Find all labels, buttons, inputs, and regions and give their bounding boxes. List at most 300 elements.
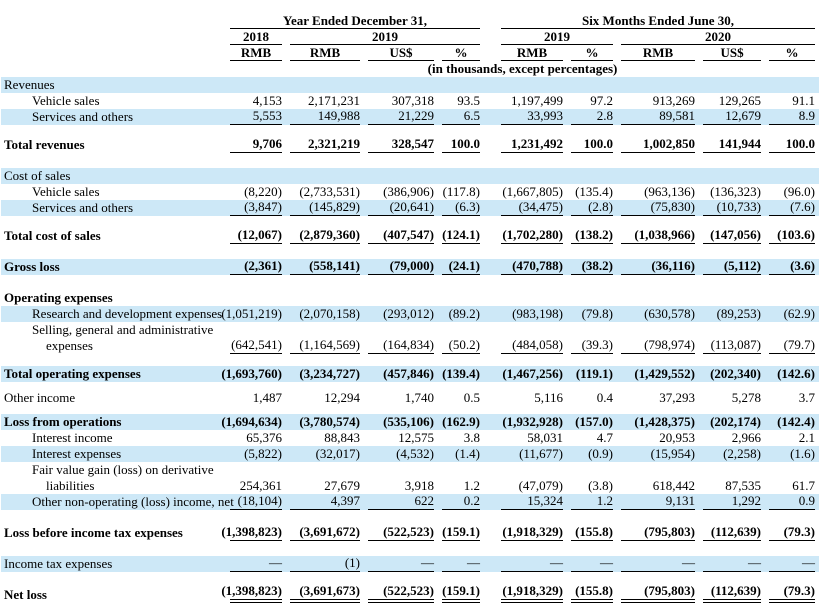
column-gap [484,45,497,61]
value-cell: 88,843 [324,430,360,445]
table-row [1,259,819,275]
value-cell: 2.8 [567,109,617,125]
spacer-cell [1,510,819,525]
value-cell: — [497,556,567,572]
table-row [1,525,819,541]
column-gap [484,259,497,275]
value-cell: (79.7) [765,338,819,354]
column-gap [484,168,497,184]
value-cell: 3.8 [463,430,481,445]
table-row [1,446,819,462]
value-cell: (10,733) [699,200,765,216]
value-cell [286,168,364,184]
column-gap [484,306,497,322]
column-gap [484,430,497,446]
row-label: Fair value gain (loss) on derivative [32,462,214,477]
value-cell: (630,578) [617,306,699,322]
column-gap [484,228,497,244]
row-label: Cost of sales [1,168,226,184]
value-cell: (124.1) [442,227,481,242]
value-cell: 91.1 [792,93,816,108]
column-gap [484,338,497,354]
value-cell: (1.6) [765,446,819,462]
value-cell: (1,918,329) [502,524,564,539]
income-statement-table [1,13,819,603]
value-cell [497,168,567,184]
value-cell: (6.3) [438,200,484,216]
value-cell: (1,429,552) [617,366,699,382]
table-row [1,390,819,406]
unit-label: % [571,45,613,61]
value-cell: (147,056) [699,228,765,244]
value-cell: (386,906) [383,184,434,199]
table-row [1,228,819,244]
value-cell [497,322,567,338]
unit-label: % [442,45,480,61]
value-cell [286,77,364,93]
column-gap [484,184,497,200]
value-cell: (0.9) [567,446,617,462]
value-cell: (7.6) [765,200,819,216]
unit-label: US$ [703,45,761,61]
table-row [1,200,819,216]
value-cell [286,462,364,478]
value-cell: (3,691,673) [286,587,364,603]
table-row [1,587,819,603]
value-cell: (89.2) [438,306,484,322]
row-label: Total cost of sales [4,228,101,243]
value-cell: — [226,556,286,572]
value-cell: (15,954) [617,446,699,462]
value-cell: 93.5 [457,93,481,108]
value-cell: (1,694,634) [226,414,286,430]
value-cell: 58,031 [527,430,564,445]
value-cell: (50.2) [438,338,484,354]
value-cell: (159.1) [442,524,481,539]
value-cell: (2,361) [226,259,286,275]
year-2019-interim: 2019 [501,29,613,45]
value-cell: 4.7 [596,430,614,445]
value-cell: 15,324 [497,494,567,510]
value-cell: 37,293 [659,390,696,405]
value-cell: (155.8) [567,525,617,541]
value-cell: (642,541) [231,337,282,352]
value-cell: 1.2 [567,494,617,510]
value-cell: 8.9 [765,109,819,125]
value-cell: (32,017) [286,446,364,462]
table-row [1,338,819,354]
value-cell: 307,318 [391,93,434,108]
table-row [1,184,819,200]
value-cell: 0.2 [438,494,484,510]
value-cell: (3,847) [226,200,286,216]
table-row [1,366,819,382]
table-row [1,322,819,338]
table-row [1,93,819,109]
table-row [1,556,819,572]
row-label: Vehicle sales [32,93,100,108]
value-cell: 5,553 [226,109,286,125]
value-cell: 6.5 [438,109,484,125]
value-cell: 65,376 [246,430,282,445]
unit-label: % [769,45,815,61]
column-gap [484,290,497,306]
table-body [1,77,819,603]
value-cell: (89,253) [699,306,765,322]
row-label: Total operating expenses [1,366,226,382]
value-cell: (62.9) [765,306,819,322]
value-cell: 141,944 [699,137,765,153]
value-cell: (157.0) [567,414,617,430]
value-cell: (1,667,805) [502,184,564,199]
value-cell: 149,988 [286,109,364,125]
header-units-row [1,45,819,61]
row-label: liabilities [46,478,95,493]
value-cell: (159.1) [438,587,484,603]
column-gap [484,137,497,153]
value-cell: 100.0 [765,137,819,153]
spacer-row [1,510,819,525]
value-cell: (162.9) [438,414,484,430]
value-cell: (36,116) [617,259,699,275]
row-label: Total revenues [4,137,85,152]
value-cell: (795,803) [617,525,699,541]
value-cell: 0.4 [596,390,614,405]
value-cell: 87,535 [725,478,762,493]
value-cell [699,77,765,93]
value-cell: 12,294 [324,390,360,405]
value-cell: 1,002,850 [617,137,699,153]
value-cell: (20,641) [364,200,438,216]
value-cell: (558,141) [286,259,364,275]
value-cell: (142.6) [765,366,819,382]
table-row [1,77,819,93]
value-cell: (2,733,531) [299,184,360,199]
value-cell [226,322,286,338]
value-cell: (1,467,256) [497,366,567,382]
spacer-row [1,244,819,259]
value-cell: (202,174) [699,414,765,430]
value-cell [438,462,484,478]
spacer-cell [1,406,819,414]
spacer-row [1,382,819,390]
value-cell [438,168,484,184]
value-cell: 4,153 [252,93,282,108]
value-cell [226,290,286,306]
spacer-cell [1,541,819,556]
value-cell: 3.7 [798,390,816,405]
year-2020: 2020 [621,29,815,45]
row-label: Other non-operating (loss) income, net [1,494,226,510]
value-cell: (983,198) [497,306,567,322]
value-cell: (293,012) [364,306,438,322]
row-label: Loss from operations [1,414,226,430]
value-cell: (522,523) [364,525,438,541]
value-cell: (38.2) [567,259,617,275]
value-cell [497,290,567,306]
value-cell: 4,397 [286,494,364,510]
value-cell: — [765,556,819,572]
value-cell: (3,234,727) [286,366,364,382]
column-gap [484,494,497,510]
value-cell: (135.4) [575,184,614,199]
value-cell: 3,918 [404,478,434,493]
column-gap [484,390,497,406]
value-cell: 1,197,499 [511,93,564,108]
value-cell [438,290,484,306]
value-cell: (113,087) [699,338,765,354]
value-cell [699,290,765,306]
column-gap [484,77,497,93]
value-cell [699,168,765,184]
value-cell: 12,575 [398,430,434,445]
value-cell: 0.5 [463,390,481,405]
value-cell [438,77,484,93]
column-gap [484,587,497,603]
value-cell: (2,258) [699,446,765,462]
value-cell: (535,106) [364,414,438,430]
table-row [1,494,819,510]
value-cell: 97.2 [590,93,614,108]
header-year-row [1,29,819,45]
value-cell [617,290,699,306]
value-cell: 622 [364,494,438,510]
table-row [1,462,819,478]
value-cell: (103.6) [765,228,819,244]
header-empty-cell [1,13,226,29]
value-cell [765,77,819,93]
value-cell [286,322,364,338]
value-cell: (963,136) [644,184,696,199]
value-cell: (2.8) [567,200,617,216]
value-cell: 33,993 [497,109,567,125]
column-gap [484,29,497,45]
value-cell: (2,879,360) [286,228,364,244]
value-cell: (1,051,219) [226,306,286,322]
column-gap [484,322,497,338]
value-cell: (1,693,760) [226,366,286,382]
value-cell: 9,131 [617,494,699,510]
unit-label: RMB [621,45,695,61]
value-cell: (1.4) [438,446,484,462]
value-cell [226,168,286,184]
column-gap [484,93,497,109]
value-cell: (5,112) [699,259,765,275]
value-cell: 5,278 [731,390,762,405]
value-cell: (202,340) [699,366,765,382]
value-cell [364,290,438,306]
header-group-row [1,13,819,29]
header-empty-cell [1,29,226,45]
value-cell: 1,231,492 [497,137,567,153]
value-cell: 2,321,219 [286,137,364,153]
value-cell: (79.3) [765,587,819,603]
value-cell: 129,265 [718,93,762,108]
row-label: expenses [46,338,93,353]
value-cell: (136,323) [710,184,762,199]
value-cell: (12,067) [226,228,286,244]
value-cell: (3.8) [588,478,614,493]
value-cell [497,77,567,93]
value-cell [226,462,286,478]
value-cell: (142.4) [765,414,819,430]
spacer-row [1,354,819,366]
value-cell [567,462,617,478]
table-row [1,109,819,125]
table-row [1,430,819,446]
value-cell [364,322,438,338]
value-cell: 1,740 [404,390,434,405]
value-cell [617,462,699,478]
spacer-row [1,541,819,556]
year-2019-annual: 2019 [290,29,480,45]
value-cell [364,77,438,93]
row-label: Income tax expenses [1,556,226,572]
value-cell: (3.6) [765,259,819,275]
value-cell: 1.2 [463,478,481,493]
spacer-cell [1,153,819,168]
row-label: Revenues [1,77,226,93]
header-empty-cell [1,45,226,61]
spacer-row [1,406,819,414]
value-cell: — [699,556,765,572]
value-cell: (24.1) [438,259,484,275]
value-cell [567,322,617,338]
spacer-row [1,153,819,168]
value-cell: 1,487 [252,390,282,405]
value-cell: — [364,556,438,572]
spacer-cell [1,275,819,290]
value-cell: (8,220) [244,184,282,199]
value-cell: (117.8) [442,184,481,199]
value-cell [765,290,819,306]
value-cell: (138.2) [567,228,617,244]
value-cell: (1,918,329) [497,587,567,603]
value-cell: (3,691,672) [286,525,364,541]
value-cell [617,168,699,184]
value-cell [567,290,617,306]
table-row [1,168,819,184]
group-title-six-months: Six Months Ended June 30, [501,13,815,29]
value-cell: (1,932,928) [497,414,567,430]
value-cell: — [438,556,484,572]
value-cell: (79.3) [765,525,819,541]
column-gap [484,446,497,462]
unit-label: RMB [290,45,360,61]
header-note-row [1,61,819,77]
row-label: Services and others [1,109,226,125]
value-cell: 913,269 [652,93,696,108]
spacer-cell [1,244,819,259]
value-cell: (484,058) [497,338,567,354]
value-cell: (1,164,569) [286,338,364,354]
value-cell: 21,229 [364,109,438,125]
value-cell: (1,428,375) [617,414,699,430]
row-label: Services and others [1,200,226,216]
value-cell: (47,079) [518,478,564,493]
value-cell: 61.7 [792,478,816,493]
value-cell: 27,679 [324,478,360,493]
value-cell [567,77,617,93]
value-cell: (96.0) [783,184,816,199]
value-cell [765,168,819,184]
value-cell: (75,830) [617,200,699,216]
value-cell: (164,834) [364,338,438,354]
column-gap [484,13,497,29]
row-label: Gross loss [1,259,226,275]
table-row [1,306,819,322]
value-cell: 2.1 [798,430,816,445]
value-cell: (5,822) [226,446,286,462]
column-gap [484,525,497,541]
value-cell: (522,523) [364,587,438,603]
value-cell: 1,292 [699,494,765,510]
units-note: (in thousands, except percentages) [427,61,618,76]
value-cell [617,77,699,93]
unit-label: RMB [230,45,282,61]
column-gap [484,462,497,478]
value-cell: 5,116 [534,390,564,405]
value-cell: (155.8) [567,587,617,603]
table-row [1,137,819,153]
table-row [1,414,819,430]
value-cell: (1,398,823) [221,524,282,539]
value-cell: (457,846) [364,366,438,382]
value-cell: (119.1) [567,366,617,382]
spacer-cell [1,354,819,366]
table-row [1,290,819,306]
value-cell [364,168,438,184]
group-title-year-ended: Year Ended December 31, [230,13,480,29]
row-label: Other income [4,390,76,405]
value-cell: 2,171,231 [308,93,360,108]
value-cell: (145,829) [286,200,364,216]
value-cell: 20,953 [659,430,696,445]
value-cell [286,290,364,306]
row-label: Research and development expenses [1,306,226,322]
value-cell [497,462,567,478]
column-gap [484,200,497,216]
value-cell: (4,532) [364,446,438,462]
unit-label: RMB [501,45,563,61]
header-empty-cell [1,61,226,77]
column-gap [484,556,497,572]
row-label: Operating expenses [4,290,113,305]
value-cell: (18,104) [226,494,286,510]
value-cell: 254,361 [239,478,282,493]
unit-label: US$ [368,45,434,61]
table-row [1,478,819,494]
value-cell: (39.3) [567,338,617,354]
column-gap [484,478,497,494]
row-label: Interest expenses [1,446,226,462]
value-cell: (34,475) [497,200,567,216]
value-cell [699,322,765,338]
row-label: Vehicle sales [32,184,100,199]
value-cell: (798,974) [617,338,699,354]
value-cell [226,77,286,93]
row-label: Selling, general and administrative [32,322,214,337]
value-cell: 2,966 [731,430,762,445]
value-cell: 0.9 [765,494,819,510]
value-cell: (1,398,823) [226,587,286,603]
value-cell [699,462,765,478]
year-2018: 2018 [230,29,282,45]
value-cell: 100.0 [438,137,484,153]
value-cell: — [617,556,699,572]
value-cell: 9,706 [226,137,286,153]
value-cell: 12,679 [699,109,765,125]
